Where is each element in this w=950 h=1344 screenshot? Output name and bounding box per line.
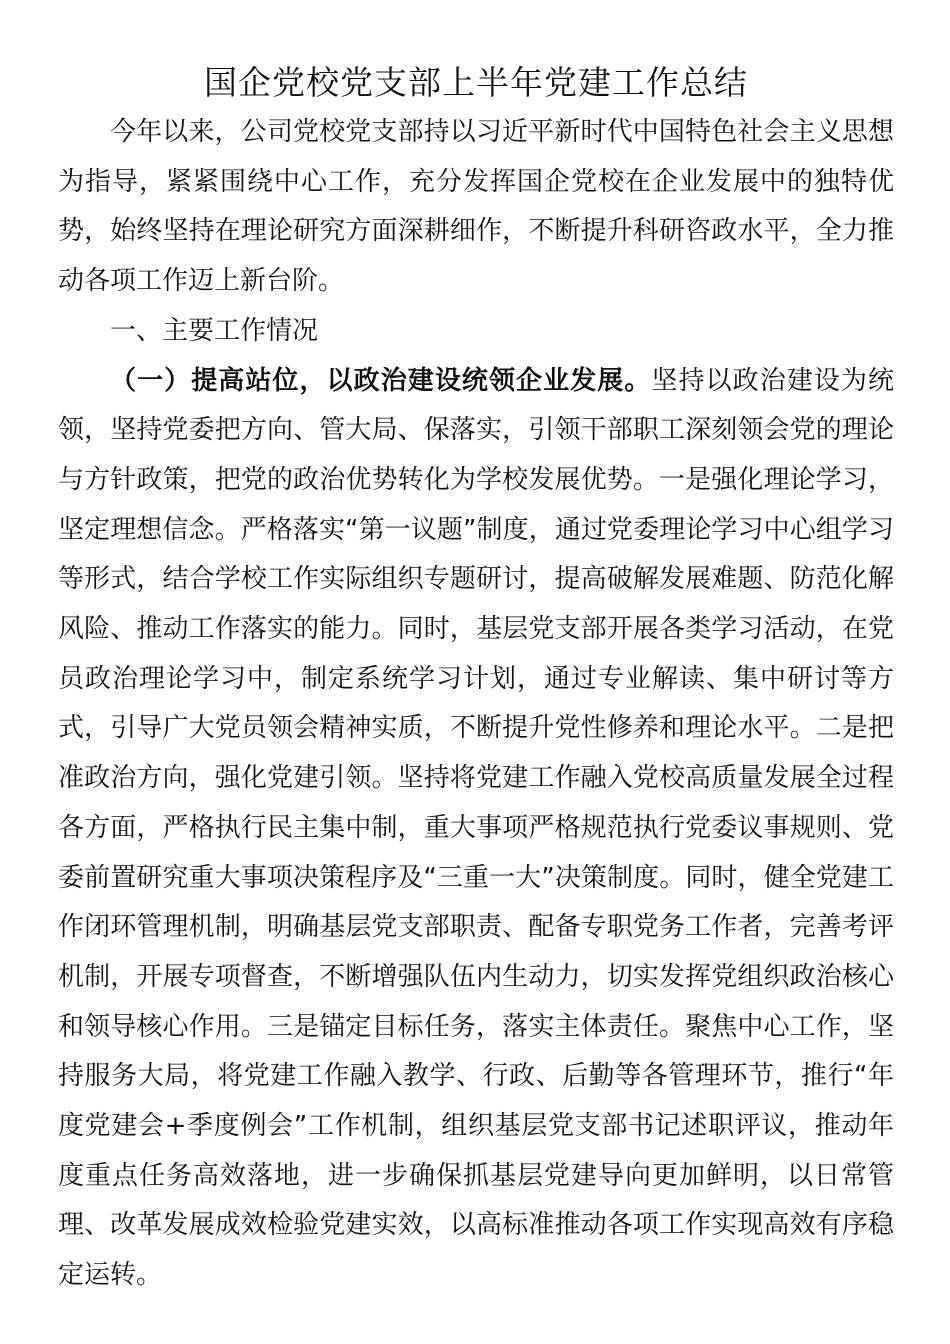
document-page bbox=[58, 58, 894, 1301]
document-title: 国企党校党支部上半年党建工作总结 bbox=[204, 63, 748, 102]
subsection-body-text: 坚持以政治建设为统领，坚持党委把方向、管大局、保落实，引领干部职工深刻领会党的理论与方针政策，把党的政治优势转化为学校发展优势。一是强化理论学习，坚定理想信念。严格落实“第一议题”制度，通过党委理论学习中心组学习等形式，结合学校工作实际组织专题研讨，提高破解发展难题、防范化解风险、推动工作落实的能力。同时，基层党支部开展各类学习活动，在党员政治理论学习中，制定系统学习计划，通过专业解读、集中研讨等方式，引导广大党员领会精神实质，不断提升党性修养和理论水平。二是把准政治方向，强化党建引领。坚持将党建工作融入党校高质量发展全过程各方面，严格执行民主集中制，重大事项严格规范执行党委议事规则、党委前置研究重大事项决策程序及“三重一大”决策制度。同时，健全党建工作闭环管理机制，明确基层党支部职责、配备专职党务工作者，完善考评机制，开展专项督查，不断增强队伍内生动力，切实发挥党组织政治核心和领导核心作用。三是锚定目标任务，落实主体责任。聚焦中心工作，坚持服务大局，将党建工作融入教学、行政、后勤等各管理环节，推行“年度党建会+季度例会”工作机制，组织基层党支部书记述职评议，推动年度重点任务高效落地，进一步确保抓基层党建导向更加鲜明，以日常管理、改革发展成效检验党建实效，以高标准推动各项工作实现高效有序稳定运转。 bbox=[58, 365, 894, 1291]
section-heading-main-work: 一、主要工作情况 bbox=[110, 315, 319, 346]
intro-paragraph: 今年以来，公司党校党支部持以习近平新时代中国特色社会主义思想为指导，紧紧围绕中心工作，充分发挥国企党校在企业发展中的独特优势，始终坚持在理论研究方面深耕细作，不断提升科研咨政水平，全力推动各项工作迈上新台阶。 bbox=[58, 117, 894, 297]
subsection-paragraph-political-building bbox=[58, 357, 894, 1301]
subsection-lead-heading: （一）提高站位，以政治建设统领企业发展。 bbox=[110, 365, 652, 396]
